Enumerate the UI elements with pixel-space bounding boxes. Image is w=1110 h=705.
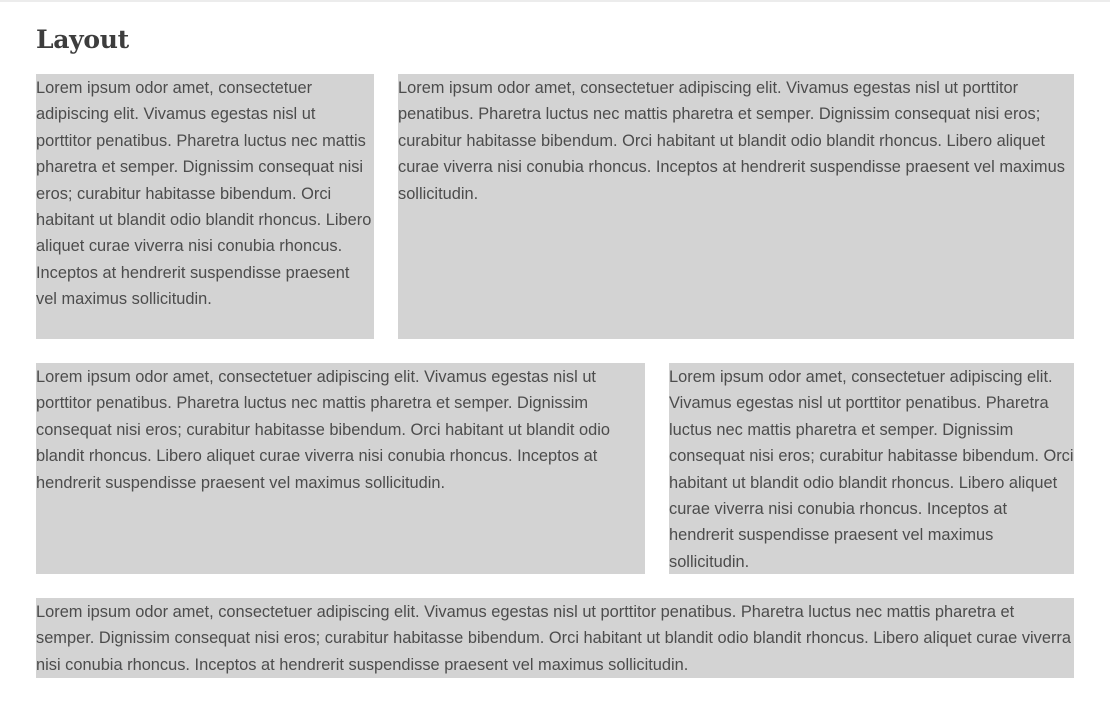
layout-block-top-left xyxy=(36,74,374,339)
block-text: Lorem ipsum odor amet, consectetuer adipiscing elit. Vivamus egestas nisl ut porttitor penatibus. Pharetra luctus nec mattis pharetra et semper. Dignissim consequat nisi eros; curabitur habitasse bibendum. Orci habitant ut blandit odio blandit rhoncus. Libero aliquet curae viverra nisi conubia rhoncus. Inceptos at hendrerit suspendisse praesent vel maximus sollicitudin. xyxy=(36,603,1071,674)
page-title: Layout xyxy=(36,25,129,54)
block-text: Lorem ipsum odor amet, consectetuer adipiscing elit. Vivamus egestas nisl ut porttitor penatibus. Pharetra luctus nec mattis pharetra et semper. Dignissim consequat nisi eros; curabitur habitasse bibendum. Orci habitant ut blandit odio blandit rhoncus. Libero aliquet curae viverra nisi conubia rhoncus. Inceptos at hendrerit suspendisse praesent vel maximus sollicitudin. xyxy=(669,368,1074,571)
layout-block-top-right xyxy=(398,74,1074,339)
layout-block-middle-right xyxy=(669,363,1074,574)
block-text: Lorem ipsum odor amet, consectetuer adipiscing elit. Vivamus egestas nisl ut porttitor penatibus. Pharetra luctus nec mattis pharetra et semper. Dignissim consequat nisi eros; curabitur habitasse bibendum. Orci habitant ut blandit odio blandit rhoncus. Libero aliquet curae viverra nisi conubia rhoncus. Inceptos at hendrerit suspendisse praesent vel maximus sollicitudin. xyxy=(36,79,372,309)
block-text: Lorem ipsum odor amet, consectetuer adipiscing elit. Vivamus egestas nisl ut porttitor penatibus. Pharetra luctus nec mattis pharetra et semper. Dignissim consequat nisi eros; curabitur habitasse bibendum. Orci habitant ut blandit odio blandit rhoncus. Libero aliquet curae viverra nisi conubia rhoncus. Inceptos at hendrerit suspendisse praesent vel maximus sollicitudin. xyxy=(36,368,611,492)
layout-block-middle-left xyxy=(36,363,645,574)
top-divider xyxy=(0,0,1110,2)
layout-block-bottom-full xyxy=(36,598,1074,678)
block-text: Lorem ipsum odor amet, consectetuer adipiscing elit. Vivamus egestas nisl ut porttitor penatibus. Pharetra luctus nec mattis pharetra et semper. Dignissim consequat nisi eros; curabitur habitasse bibendum. Orci habitant ut blandit odio blandit rhoncus. Libero aliquet curae viverra nisi conubia rhoncus. Inceptos at hendrerit suspendisse praesent vel maximus sollicitudin. xyxy=(398,79,1065,203)
